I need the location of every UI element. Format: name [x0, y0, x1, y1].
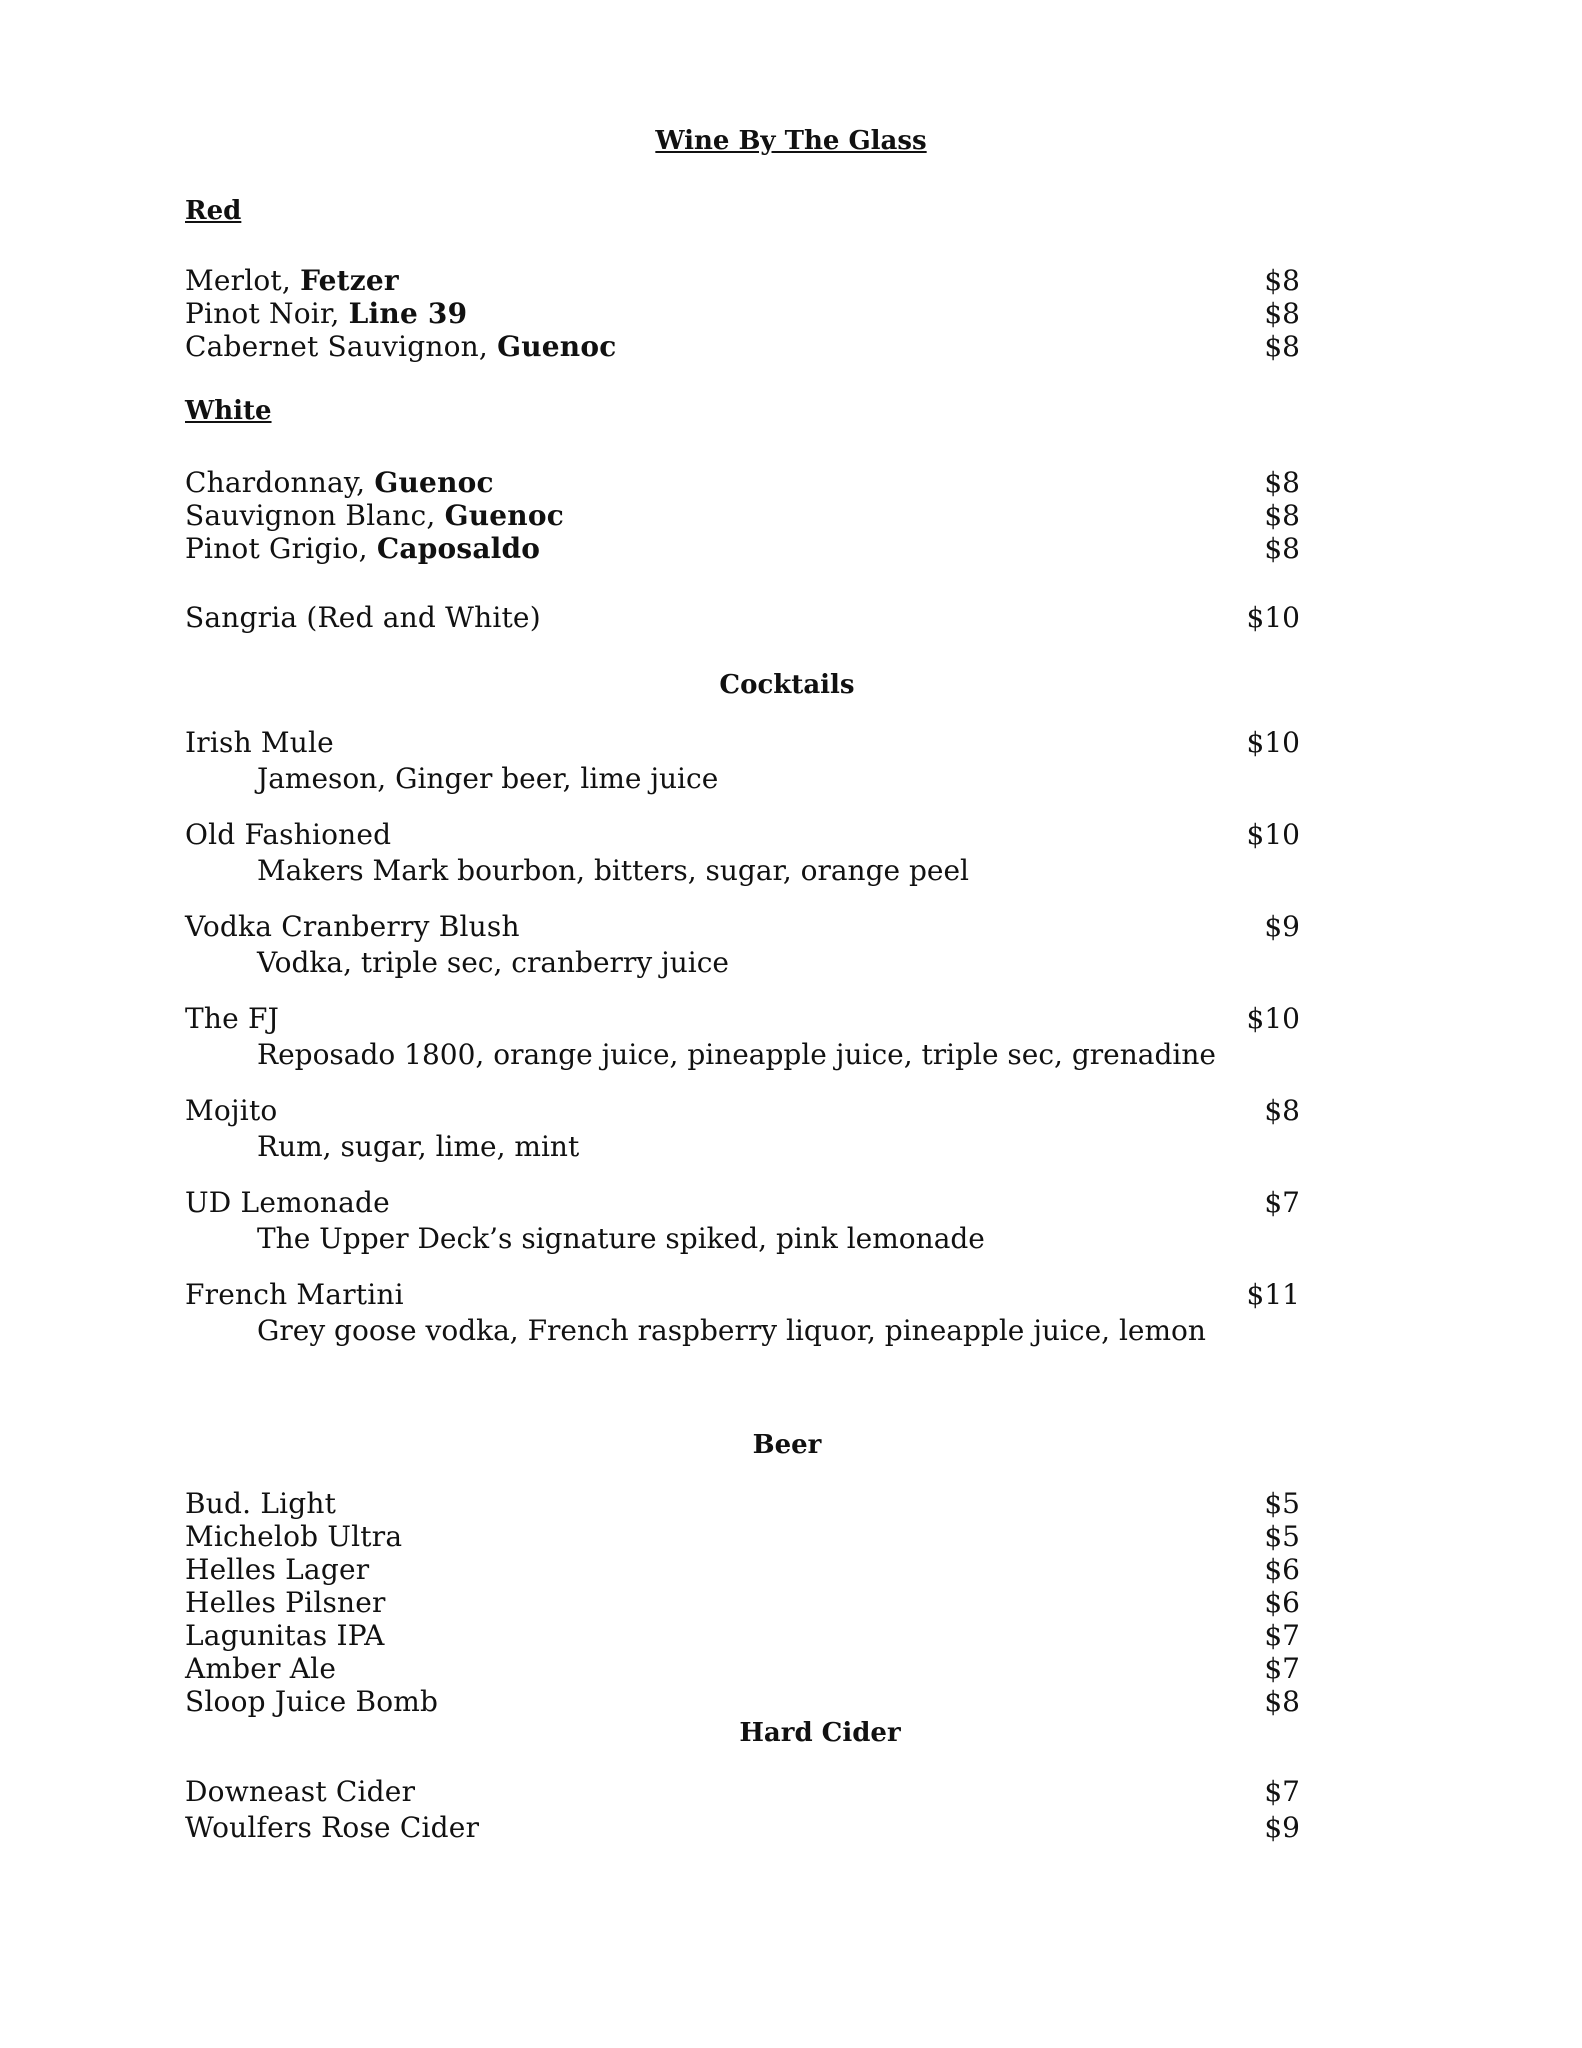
cocktail-description: Reposado 1800, orange juice, pineapple juice, triple sec, grenadine — [257, 1038, 1216, 1071]
beer-name: Sloop Juice Bomb — [185, 1685, 439, 1718]
cider-row — [185, 1811, 1300, 1845]
beer-row — [185, 1685, 1300, 1719]
wine-row — [185, 466, 1300, 500]
sangria-row — [185, 601, 1300, 635]
cocktail-price: $10 — [1246, 726, 1300, 759]
cocktail-price: $10 — [1246, 818, 1300, 851]
section-heading-red: Red — [185, 196, 242, 226]
cider-row — [185, 1775, 1300, 1809]
cocktail-row — [185, 1094, 1300, 1128]
beer-row — [185, 1487, 1300, 1521]
wine-name: Cabernet Sauvignon, Guenoc — [185, 330, 617, 363]
wine-name: Chardonnay, Guenoc — [185, 466, 494, 499]
cocktail-description: Makers Mark bourbon, bitters, sugar, orange peel — [257, 854, 970, 887]
beer-row — [185, 1520, 1300, 1554]
sangria-price: $10 — [1246, 601, 1300, 634]
cocktail-name: Vodka Cranberry Blush — [185, 910, 520, 943]
beer-row — [185, 1652, 1300, 1686]
wine-name: Merlot, Fetzer — [185, 264, 399, 297]
cocktail-row — [185, 1186, 1300, 1220]
beer-price: $5 — [1264, 1487, 1300, 1520]
wine-row — [185, 330, 1300, 364]
cocktail-name: Old Fashioned — [185, 818, 392, 851]
cocktail-description: Jameson, Ginger beer, lime juice — [257, 762, 719, 795]
cocktail-name: The FJ — [185, 1002, 280, 1035]
beer-name: Michelob Ultra — [185, 1520, 403, 1553]
cider-name: Woulfers Rose Cider — [185, 1811, 480, 1844]
wine-name: Pinot Noir, Line 39 — [185, 297, 468, 330]
wine-price: $8 — [1264, 330, 1300, 363]
beer-row — [185, 1553, 1300, 1587]
cocktail-price: $8 — [1264, 1094, 1300, 1127]
cocktail-row — [185, 1002, 1300, 1036]
section-heading-beer: Beer — [752, 1430, 822, 1460]
beer-name: Helles Pilsner — [185, 1586, 386, 1619]
cocktail-price: $9 — [1264, 910, 1300, 943]
cocktail-row — [185, 818, 1300, 852]
cocktail-name: UD Lemonade — [185, 1186, 390, 1219]
sangria-name: Sangria (Red and White) — [185, 601, 541, 634]
wine-price: $8 — [1264, 532, 1300, 565]
wine-price: $8 — [1264, 499, 1300, 532]
beer-name: Helles Lager — [185, 1553, 370, 1586]
wine-row — [185, 499, 1300, 533]
wine-price: $8 — [1264, 466, 1300, 499]
cider-name: Downeast Cider — [185, 1775, 416, 1808]
cocktail-row — [185, 1278, 1300, 1312]
cocktail-price: $7 — [1264, 1186, 1300, 1219]
beer-price: $7 — [1264, 1619, 1300, 1652]
cocktail-description: Rum, sugar, lime, mint — [257, 1130, 580, 1163]
beer-row — [185, 1619, 1300, 1653]
beer-name: Bud. Light — [185, 1487, 337, 1520]
wine-row — [185, 532, 1300, 566]
section-heading-cider: Hard Cider — [739, 1718, 901, 1748]
beer-price: $6 — [1264, 1553, 1300, 1586]
cocktail-name: French Martini — [185, 1278, 404, 1311]
beer-price: $6 — [1264, 1586, 1300, 1619]
wine-name: Sauvignon Blanc, Guenoc — [185, 499, 564, 532]
wine-row — [185, 297, 1300, 331]
section-heading-white: White — [185, 396, 272, 426]
wine-name: Pinot Grigio, Caposaldo — [185, 532, 541, 565]
wine-row — [185, 264, 1300, 298]
beer-price: $5 — [1264, 1520, 1300, 1553]
cocktail-description: The Upper Deck’s signature spiked, pink lemonade — [257, 1222, 985, 1255]
beer-row — [185, 1586, 1300, 1620]
cocktail-name: Mojito — [185, 1094, 278, 1127]
cocktail-row — [185, 910, 1300, 944]
page-title: Wine By The Glass — [655, 126, 927, 156]
cider-price: $7 — [1264, 1775, 1300, 1808]
cocktail-price: $11 — [1246, 1278, 1300, 1311]
cocktail-name: Irish Mule — [185, 726, 334, 759]
cocktail-description: Grey goose vodka, French raspberry liquor, pineapple juice, lemon — [257, 1314, 1206, 1347]
cocktail-description: Vodka, triple sec, cranberry juice — [257, 946, 729, 979]
beer-price: $8 — [1264, 1685, 1300, 1718]
wine-price: $8 — [1264, 264, 1300, 297]
cider-price: $9 — [1264, 1811, 1300, 1844]
section-heading-cocktails: Cocktails — [719, 670, 855, 700]
beer-name: Amber Ale — [185, 1652, 337, 1685]
cocktail-price: $10 — [1246, 1002, 1300, 1035]
cocktail-row — [185, 726, 1300, 760]
beer-price: $7 — [1264, 1652, 1300, 1685]
wine-price: $8 — [1264, 297, 1300, 330]
beer-name: Lagunitas IPA — [185, 1619, 385, 1652]
